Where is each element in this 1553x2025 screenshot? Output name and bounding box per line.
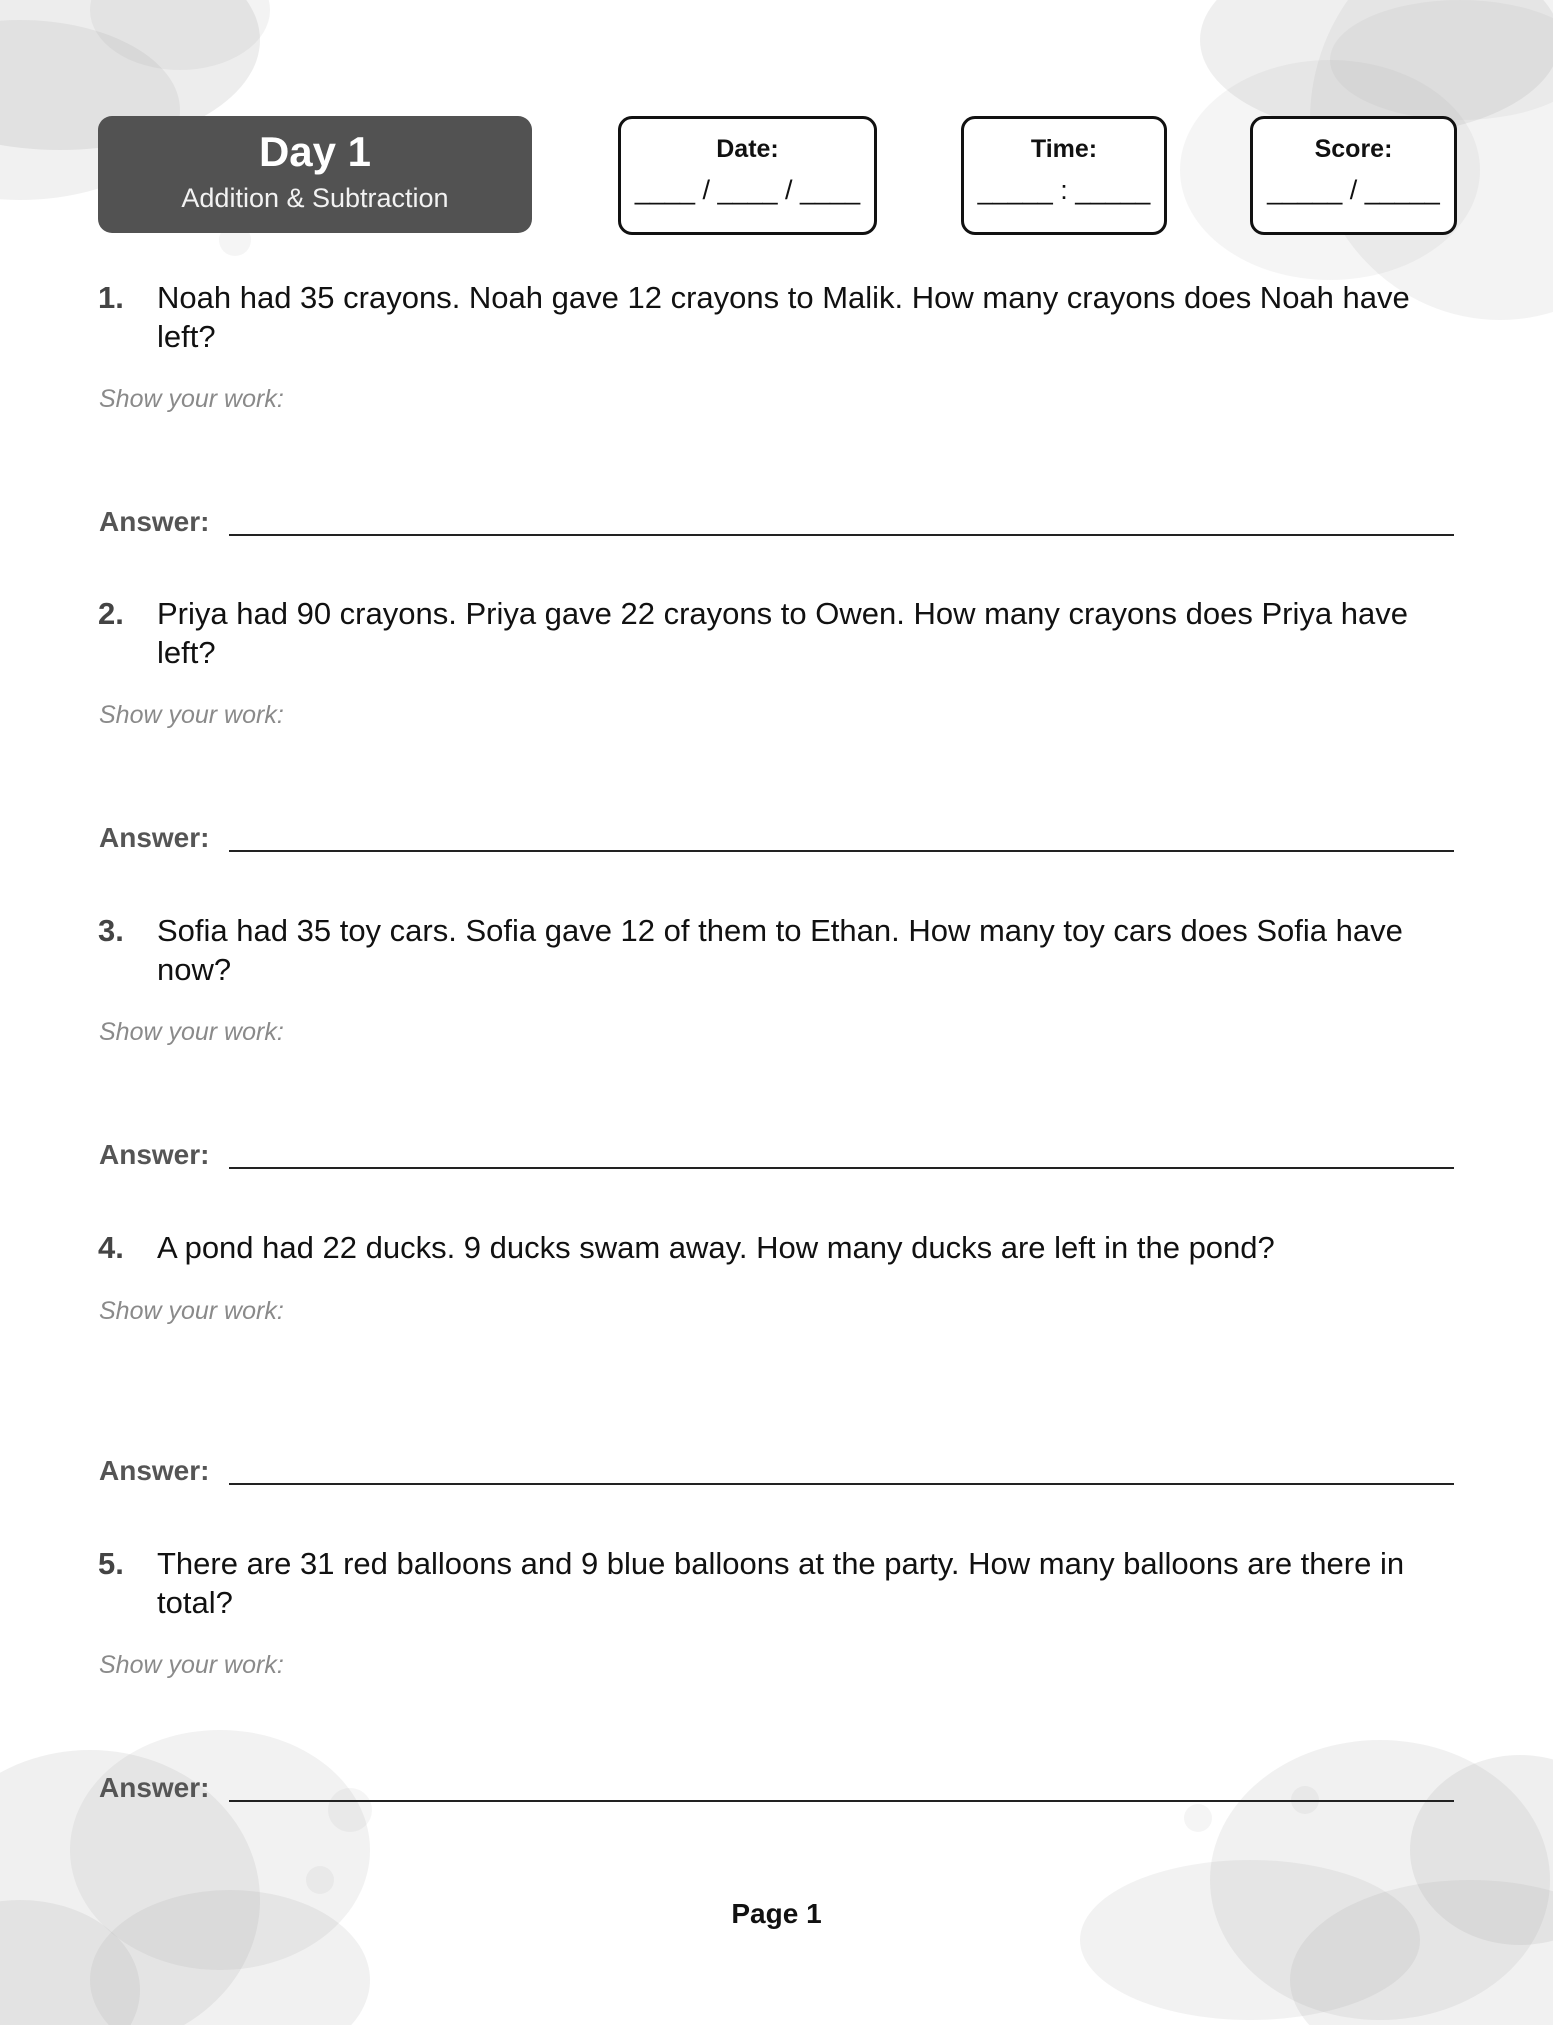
question-number: 2. — [98, 596, 124, 631]
question-text: Sofia had 35 toy cars. Sofia gave 12 of them to Ethan. How many toy cars does Sofia have now? — [157, 913, 1403, 987]
answer-label: Answer: — [99, 1139, 210, 1170]
answer-label: Answer: — [99, 822, 210, 853]
answer-line[interactable] — [229, 1167, 1454, 1169]
answer-line[interactable] — [229, 1800, 1454, 1802]
answer-label: Answer: — [99, 1455, 210, 1486]
answer-label: Answer: — [99, 1772, 210, 1803]
question-number: 3. — [98, 913, 124, 948]
score-box — [1250, 116, 1457, 235]
worksheet-subtitle: Addition & Subtraction — [181, 183, 449, 213]
date-box — [618, 116, 877, 235]
date-label: Date: — [716, 135, 779, 163]
time-label: Time: — [1030, 135, 1098, 163]
answer-label: Answer: — [99, 506, 210, 537]
question-number: 5. — [98, 1546, 124, 1581]
question-text: A pond had 22 ducks. 9 ducks swam away. How many ducks are left in the pond? — [157, 1230, 1275, 1265]
time-blanks: _____ : _____ — [977, 175, 1151, 205]
answer-line[interactable] — [229, 1483, 1454, 1485]
show-work-label: Show your work: — [99, 385, 284, 413]
day-title: Day 1 — [258, 128, 372, 175]
answer-line[interactable] — [229, 850, 1454, 852]
question-number: 4. — [98, 1230, 124, 1265]
day-title-box — [98, 116, 532, 233]
show-work-label: Show your work: — [99, 1297, 284, 1325]
show-work-label: Show your work: — [99, 1651, 284, 1679]
page-number: Page 1 — [731, 1898, 822, 1929]
date-blanks: ____ / ____ / ____ — [634, 175, 861, 205]
time-box — [961, 116, 1167, 235]
show-work-label: Show your work: — [99, 701, 284, 729]
show-work-label: Show your work: — [99, 1018, 284, 1046]
score-blanks: _____ / _____ — [1267, 175, 1440, 205]
question-number: 1. — [98, 280, 124, 315]
answer-line[interactable] — [229, 534, 1454, 536]
question-text: Priya had 90 crayons. Priya gave 22 crayons to Owen. How many crayons does Priya have left? — [157, 596, 1408, 670]
score-label: Score: — [1314, 135, 1393, 163]
question-text: There are 31 red balloons and 9 blue balloons at the party. How many balloons are there in total? — [157, 1546, 1405, 1620]
question-text: Noah had 35 crayons. Noah gave 12 crayons to Malik. How many crayons does Noah have left? — [157, 280, 1410, 354]
